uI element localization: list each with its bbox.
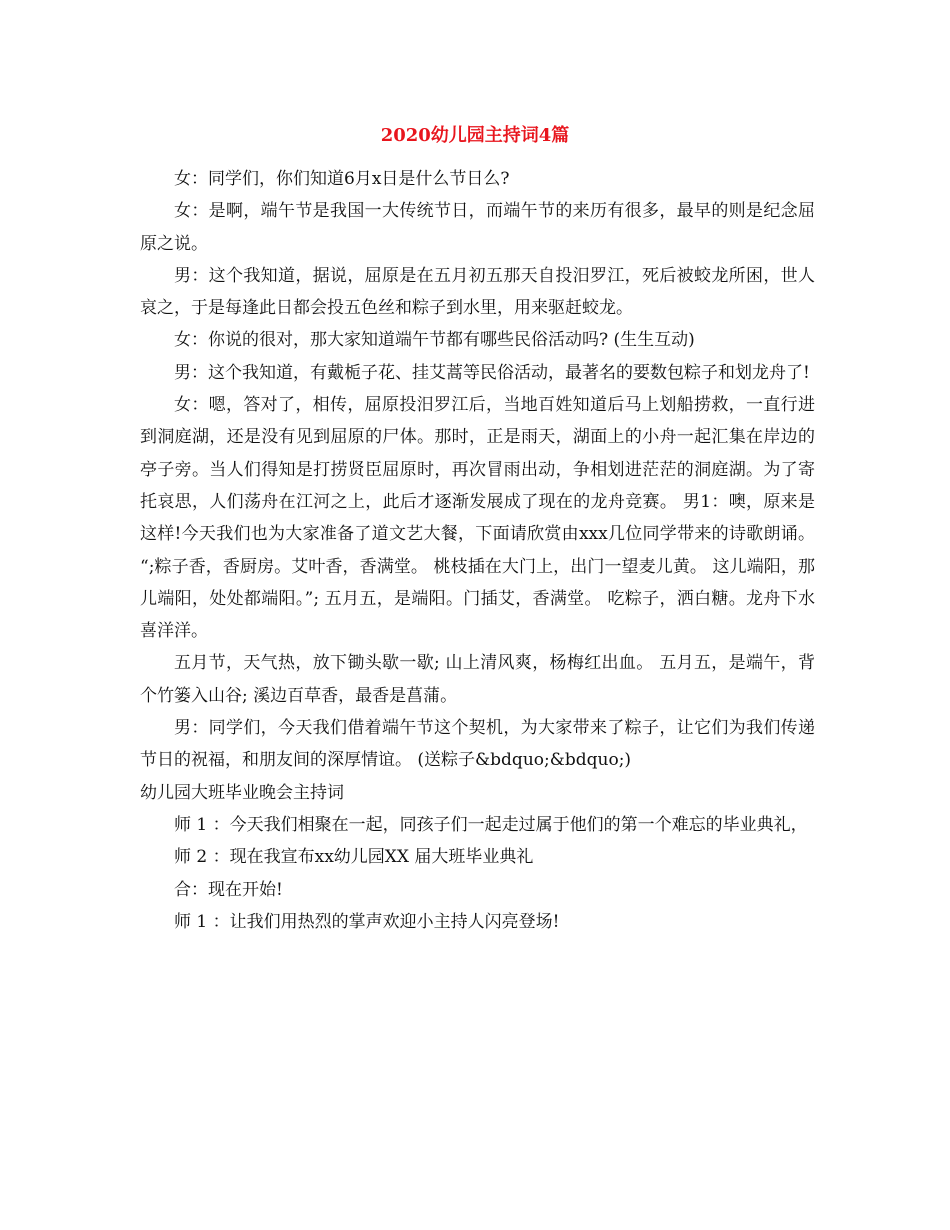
paragraph: 五月节，天气热，放下锄头歇一歇; 山上清风爽，杨梅红出血。 五月五，是端午，背个竹篓入山谷; 溪边百草香，最香是菖蒲。 <box>140 653 815 706</box>
paragraph: 女：同学们，你们知道6月x日是什么节日么? <box>174 169 510 189</box>
paragraph: 男：这个我知道，有戴栀子花、挂艾蒿等民俗活动，最著名的要数包粽子和划龙舟了! <box>174 362 810 383</box>
paragraph: 女：你说的很对，那大家知道端午节都有哪些民俗活动吗? (生生互动) <box>174 330 695 351</box>
paragraph: 合：现在开始! <box>174 879 283 900</box>
document-title: 2020幼儿园主持词4篇 <box>380 125 570 146</box>
paragraph: 师 2 ：现在我宣布xx幼儿园XX 届大班毕业典礼 <box>174 847 534 868</box>
paragraph: 男：这个我知道，据说，屈原是在五月初五那天自投汨罗江，死后被蛟龙所困，世人哀之，于是每逢此日都会投五色丝和粽子到水里，用来驱赶蛟龙。 <box>140 265 815 319</box>
paragraph: 师 1 ：让我们用热烈的掌声欢迎小主持人闪亮登场! <box>174 911 560 932</box>
paragraph: 男：同学们，今天我们借着端午节这个契机，为大家带来了粽子，让它们为我们传递节日的祝福，和朋友间的深厚情谊。 (送粽子&bdquo;&bdquo;) <box>140 718 815 771</box>
document-body <box>140 163 815 938</box>
paragraph: 师 1 ：今天我们相聚在一起，同孩子们一起走过属于他们的第一个难忘的毕业典礼， <box>174 814 808 835</box>
paragraph: 女：嗯，答对了，相传，屈原投汨罗江后，当地百姓知道后马上划船捞救，一直行进到洞庭湖，还是没有见到屈原的尸体。那时，正是雨天，湖面上的小舟一起汇集在岸边的亭子旁。当人们得知是打捞贤臣屈原时，再次冒雨出动，争相划进茫茫的洞庭湖。为了寄托哀思，人们荡舟在江河之上，此后才逐渐发展成了现在的龙舟竞赛。 男1：噢，原来是这样!今天我们也为大家准备了道文艺大餐，下面请欣赏由xxx几位同学带来的诗歌朗诵。 “;粽子香，香厨房。艾叶香，香满堂。 桃枝插在大门上，出门一望麦儿黄。 这儿端阳，那儿端阳，处处都端阳。”; 五月五，是端阳。门插艾，香满堂。 吃粽子，洒白糖。龙舟下水喜洋洋。 <box>140 395 815 642</box>
section-heading: 幼儿园大班毕业晚会主持词 <box>140 782 344 803</box>
paragraph: 女：是啊，端午节是我国一大传统节日，而端午节的来历有很多，最早的则是纪念屈原之说。 <box>140 201 815 254</box>
